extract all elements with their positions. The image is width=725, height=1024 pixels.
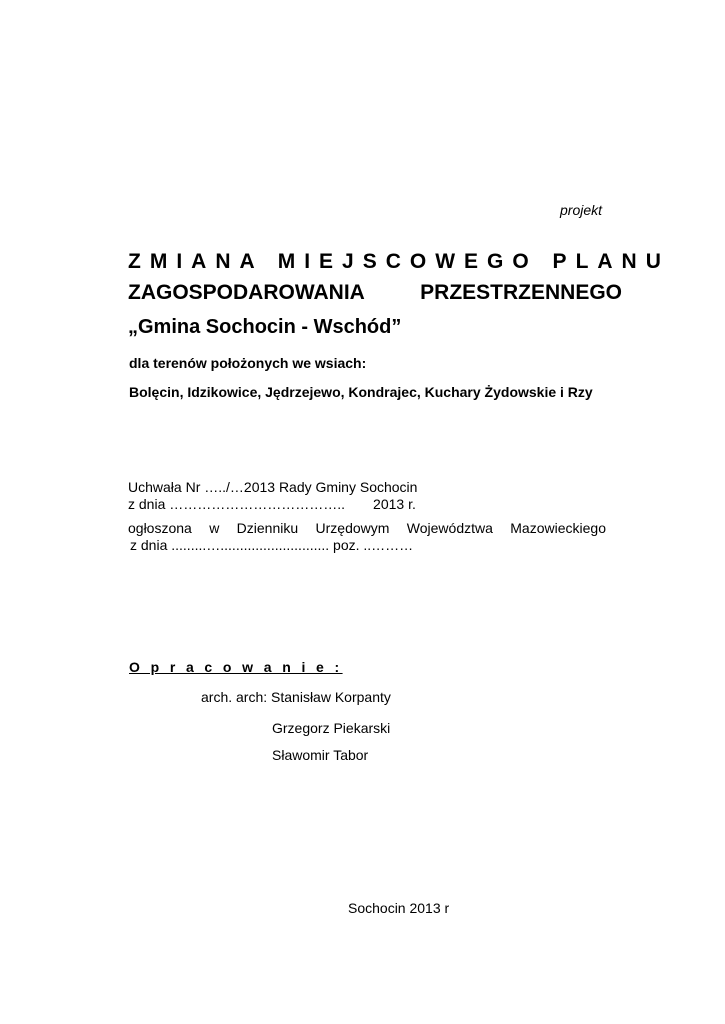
- author-2: Grzegorz Piekarski: [272, 720, 391, 736]
- document-status-label: projekt: [560, 202, 603, 218]
- publication-date-line: z dnia .........…............................ poz. ..………: [130, 537, 414, 553]
- resolution-line-1: Uchwała Nr …../…2013 Rady Gminy Sochocin: [128, 479, 418, 495]
- footer-place-year: Sochocin 2013 r: [348, 900, 450, 916]
- publication-line: [128, 520, 606, 536]
- publication-word: Mazowieckiego: [510, 520, 606, 536]
- prepared-by-heading: O p r a c o w a n i e :: [129, 659, 343, 675]
- title-line-3: „Gmina Sochocin - Wschód”: [128, 316, 402, 338]
- author-3: Sławomir Tabor: [272, 747, 369, 763]
- resolution-date-placeholder: z dnia ………………………………..: [128, 496, 346, 512]
- subtitle-line-1: dla terenów położonych we wsiach:: [129, 355, 367, 371]
- publication-word: Dzienniku: [236, 520, 299, 536]
- title-line-2-word-1: ZAGOSPODAROWANIA: [128, 281, 365, 304]
- publication-word: Województwa: [406, 520, 493, 536]
- title-line-1: ZMIANA MIEJSCOWEGO PLANU: [128, 250, 670, 273]
- resolution-date-year: 2013 r.: [373, 496, 416, 512]
- publication-word: Urzędowym: [315, 520, 390, 536]
- author-1: arch. arch: Stanisław Korpanty: [201, 689, 391, 705]
- publication-word: w: [209, 520, 220, 536]
- publication-word: ogłoszona: [128, 520, 192, 536]
- title-line-2-word-2: PRZESTRZENNEGO: [420, 281, 622, 304]
- title-line-2: [128, 281, 622, 305]
- resolution-line-2: [128, 496, 416, 512]
- subtitle-line-2: Bolęcin, Idzikowice, Jędrzejewo, Kondrajec, Kuchary Żydowskie i Rzy: [129, 384, 593, 400]
